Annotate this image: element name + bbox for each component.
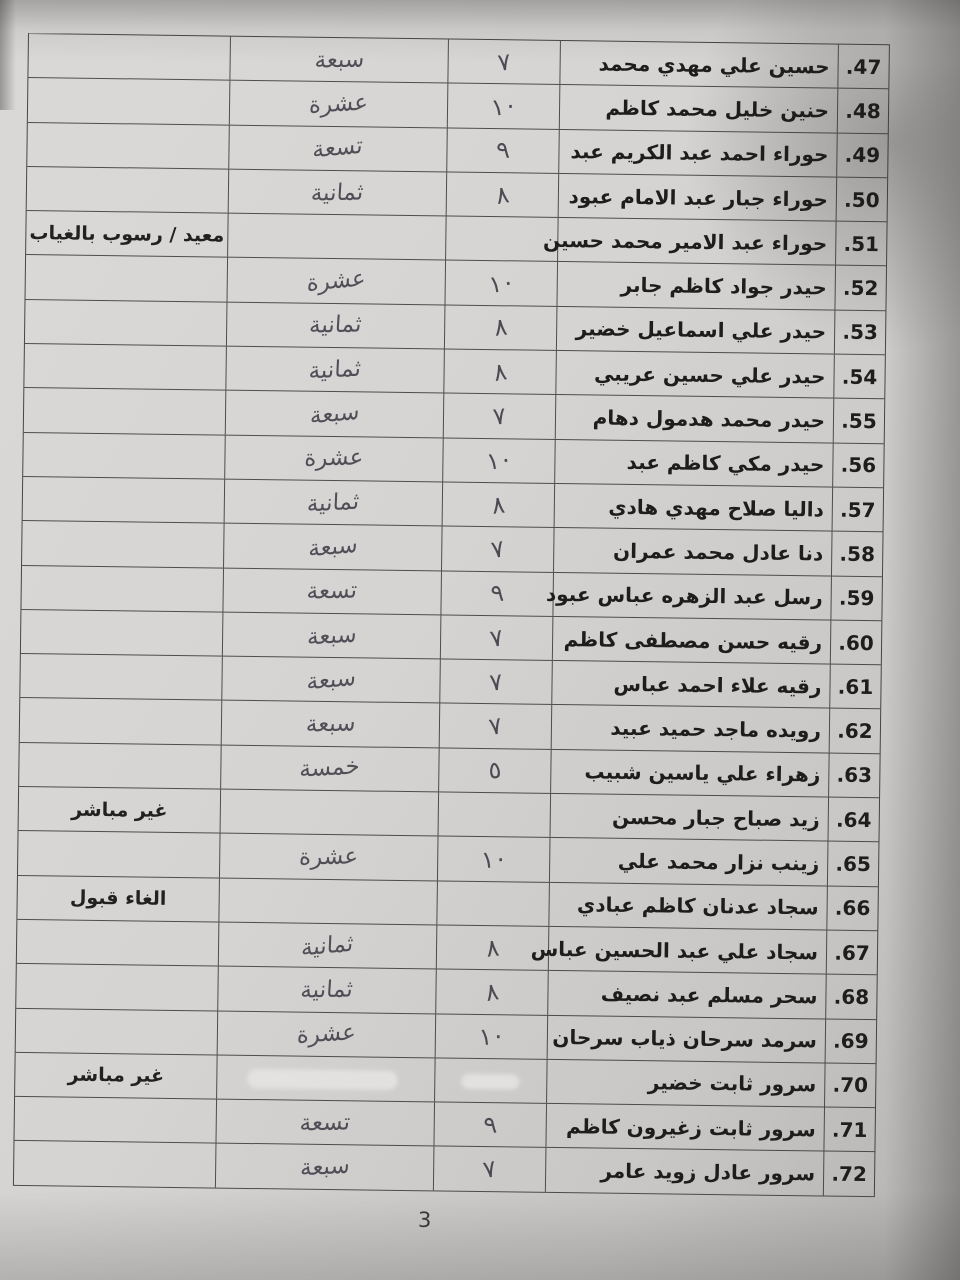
grade-digit-cell: [444, 350, 557, 395]
grade-digit-cell: [445, 305, 558, 350]
handwritten-grade-digit: ١٠: [488, 90, 519, 123]
student-name-text: سرور عادل زويد عامر: [600, 1158, 816, 1186]
grade-digit-cell: [441, 571, 554, 616]
row-number-cell: [835, 310, 886, 354]
student-name-cell: [557, 262, 836, 309]
student-name-text: دنا عادل محمد عمران: [612, 538, 824, 566]
student-name-text: حوراء احمد عبد الكريم عبد: [570, 139, 829, 167]
student-name-text: سجاد عدنان كاظم عبادي: [576, 892, 819, 920]
handwritten-grade-word: عشرة: [308, 89, 369, 119]
handwritten-grade-digit: ٧: [496, 47, 513, 77]
student-name-text: سرمد سرحان ذياب سرحان: [552, 1025, 818, 1053]
grade-digit-cell: [436, 1014, 549, 1059]
status-note-cell: [24, 344, 227, 390]
grade-digit-cell: [441, 615, 554, 660]
handwritten-grade-word: سبعة: [307, 531, 359, 563]
status-note-cell: [24, 388, 227, 434]
handwritten-grade-word: عشرة: [306, 265, 367, 297]
grade-digit-cell: [434, 1103, 547, 1148]
row-number-cell: [838, 45, 889, 89]
row-number-cell: [829, 753, 880, 797]
grade-words-cell: [218, 967, 437, 1013]
student-name-text: سجاد علي عبد الحسين عباس: [530, 936, 819, 964]
handwritten-grade-digit: ٩: [495, 135, 511, 166]
student-name-text: رويده ماجد حميد عبيد: [610, 715, 822, 743]
grade-digit-cell: [442, 527, 555, 572]
status-note-text: غير مباشر: [71, 798, 168, 822]
grade-words-cell: [223, 612, 442, 658]
row-number-text: 68.: [833, 984, 870, 1009]
handwritten-grade-digit: ٧: [481, 1154, 499, 1185]
grade-digit-cell: [436, 970, 549, 1015]
handwritten-grade-word: ثمانية: [308, 311, 363, 340]
row-number-cell: [828, 842, 879, 886]
grade-digit-cell: [446, 217, 559, 262]
student-name-cell: [530, 927, 828, 974]
student-name-cell: [551, 794, 830, 841]
row-number-cell: [827, 886, 878, 930]
grade-table: [13, 33, 890, 1197]
student-name-cell: [552, 661, 831, 708]
row-number-cell: [831, 620, 882, 664]
student-name-text: حيدر جواد كاظم جابر: [620, 272, 827, 300]
handwritten-grade-word: سبعة: [309, 398, 360, 430]
student-name-cell: [554, 528, 833, 575]
status-note-text: معيد / رسوب بالغياب: [29, 221, 225, 247]
grade-digit-cell: [438, 837, 551, 882]
handwritten-grade-digit: ٩: [482, 1110, 499, 1140]
student-name-cell: [548, 971, 827, 1018]
student-name-cell: [555, 484, 834, 531]
grade-digit-cell: [437, 881, 550, 926]
student-name-cell: [546, 1148, 825, 1195]
status-note-cell: [16, 964, 219, 1010]
student-name-text: سرور ثابت زغيرون كاظم: [565, 1113, 816, 1142]
row-number-text: 66.: [834, 895, 871, 921]
status-note-cell: [26, 255, 229, 301]
grade-digit-cell: [434, 1147, 547, 1192]
row-number-cell: [838, 89, 889, 133]
handwritten-grade-word: ثمانية: [308, 355, 362, 385]
grade-digit-cell: [443, 438, 556, 483]
student-name-cell: [560, 41, 839, 88]
row-number-text: 51.: [843, 231, 880, 256]
row-number-text: 62.: [837, 718, 873, 744]
row-number-text: 59.: [838, 585, 875, 611]
grade-words-cell: [228, 258, 447, 304]
row-number-cell: [837, 133, 888, 177]
handwritten-grade-word: سبعة: [299, 1152, 351, 1182]
status-note-cell: [21, 610, 224, 656]
status-note-cell: [15, 1053, 218, 1099]
grade-words-cell: [221, 790, 440, 836]
student-name-cell: [556, 351, 835, 398]
student-name-cell: [548, 1015, 827, 1062]
row-number-text: 58.: [839, 541, 876, 567]
row-number-text: 69.: [832, 1028, 869, 1054]
handwritten-grade-word: سبعة: [305, 664, 357, 696]
student-name-text: حوراء عبد الامير محمد حسين: [542, 227, 828, 256]
handwritten-grade-digit: ٧: [488, 667, 504, 697]
handwritten-grade-digit: ٧: [491, 401, 508, 431]
row-number-text: 53.: [842, 320, 879, 345]
row-number-cell: [825, 1063, 876, 1107]
grade-words-cell: [222, 701, 441, 747]
grade-words-cell: [218, 1011, 437, 1057]
row-number-text: 61.: [837, 674, 874, 699]
handwritten-grade-word: ثمانية: [299, 976, 355, 1004]
grade-words-cell: [226, 347, 445, 393]
row-number-text: 60.: [838, 630, 874, 655]
student-name-text: حيدر علي حسين عريبي: [593, 361, 826, 389]
handwritten-grade-digit: ٥: [486, 755, 503, 786]
grade-words-cell: [229, 170, 448, 216]
handwritten-grade-word: ثمانية: [310, 179, 365, 207]
student-name-text: حيدر محمد هدمول دهام: [592, 405, 826, 433]
status-note-cell: [23, 477, 226, 523]
grade-digit-cell: [448, 84, 561, 129]
row-number-cell: [832, 532, 883, 576]
grade-digit-cell: [445, 261, 558, 306]
status-note-cell: [28, 78, 231, 124]
handwritten-grade-word: ثمانية: [306, 488, 361, 518]
student-name-cell: [555, 440, 834, 487]
grade-digit-cell: [444, 394, 557, 439]
grade-words-cell: [226, 391, 445, 437]
handwritten-grade-digit: ٨: [490, 490, 507, 520]
handwritten-grade-digit: ٨: [493, 179, 512, 210]
row-number-text: 49.: [844, 142, 881, 168]
handwritten-grade-digit: ١٠: [477, 1021, 506, 1052]
student-name-cell: [546, 1104, 825, 1151]
grade-words-cell: [219, 878, 438, 924]
grade-words-cell: [216, 1100, 435, 1146]
handwritten-grade-digit: ١٠: [479, 843, 509, 875]
status-note-cell: [17, 876, 220, 922]
status-note-cell: [27, 167, 230, 213]
grade-digit-cell: [439, 748, 552, 793]
student-name-text: زينب نزار محمد علي: [617, 848, 820, 876]
grade-digit-cell: [440, 704, 553, 749]
handwritten-grade-digit: ٧: [488, 622, 506, 653]
student-name-text: داليا صلاح مهدي هادي: [608, 494, 824, 522]
grade-words-cell: [228, 214, 447, 260]
grade-words-cell: [220, 834, 439, 880]
handwritten-grade-word: تسعة: [312, 132, 364, 164]
status-note-cell: [28, 34, 231, 80]
status-note-cell: [21, 566, 224, 612]
handwritten-grade-word: عشرة: [298, 843, 360, 871]
grade-words-cell: [221, 745, 440, 791]
page-number: 3: [417, 1207, 432, 1233]
row-number-cell: [830, 665, 881, 709]
grade-words-cell: [219, 923, 438, 969]
status-note-cell: [23, 433, 226, 479]
student-name-cell: [557, 307, 836, 354]
row-number-cell: [826, 975, 877, 1019]
status-note-cell: [14, 1141, 217, 1187]
grade-words-cell: [225, 480, 444, 526]
row-number-cell: [834, 355, 885, 399]
grade-digit-cell: [447, 172, 560, 217]
handwritten-grade-word: خمسة: [299, 753, 361, 784]
row-number-cell: [837, 177, 888, 221]
handwritten-grade-word: سبعة: [313, 46, 365, 74]
row-number-text: 67.: [834, 940, 870, 965]
grade-words-cell: [227, 302, 446, 348]
row-number-cell: [826, 1019, 877, 1063]
grade-digit-cell: [435, 1058, 548, 1103]
row-number-cell: [830, 709, 881, 753]
student-name-text: حيدر علي اسماعيل خضير: [575, 316, 827, 344]
student-name-cell: [547, 1060, 826, 1107]
student-name-text: سحر مسلم عبد نصيف: [600, 981, 818, 1009]
row-number-text: 50.: [844, 187, 880, 212]
row-number-text: 63.: [836, 763, 873, 788]
row-number-cell: [836, 222, 887, 266]
status-note-text: الغاء قبول: [69, 886, 167, 911]
grade-words-cell: [222, 657, 441, 703]
handwritten-grade-digit: ٧: [489, 534, 507, 564]
grade-digit-cell: [448, 40, 561, 85]
handwritten-grade-word: سبعة: [306, 621, 358, 650]
student-name-text: رسل عبد الزهره عباس عبود: [545, 582, 823, 610]
row-number-text: 71.: [831, 1117, 868, 1142]
photo-corner-shadow: [0, 0, 16, 110]
status-note-cell: [15, 1097, 218, 1143]
handwritten-grade-word: عشرة: [296, 1019, 357, 1049]
status-note-cell: [16, 1008, 219, 1054]
handwritten-grade-digit: ٧: [486, 711, 505, 742]
row-number-text: 64.: [835, 807, 872, 832]
student-name-text: حنين خليل محمد كاظم: [605, 95, 830, 123]
grade-digit-cell: [440, 660, 553, 705]
row-number-text: 47.: [845, 54, 882, 79]
row-number-cell: [833, 443, 884, 487]
grade-digit-cell: [447, 128, 560, 173]
grade-digit-cell: [443, 482, 556, 527]
handwritten-grade-word: تسعة: [299, 1109, 352, 1137]
grade-digit-cell: [439, 792, 552, 837]
whiteout-mark: [461, 1074, 519, 1090]
student-name-cell: [556, 395, 835, 442]
grade-words-cell: [230, 37, 449, 83]
handwritten-grade-word: تسعة: [306, 577, 359, 605]
handwritten-grade-digit: ٨: [492, 313, 509, 343]
status-note-cell: [19, 743, 222, 789]
status-note-cell: [20, 654, 223, 700]
student-name-cell: [542, 218, 837, 265]
status-note-cell: [27, 123, 230, 169]
row-number-text: 70.: [832, 1073, 869, 1098]
student-name-text: زهراء علي ياسين شبيب: [584, 759, 821, 787]
student-name-cell: [553, 617, 832, 664]
student-name-cell: [550, 838, 829, 885]
row-number-cell: [834, 399, 885, 443]
row-number-text: 54.: [841, 364, 878, 389]
grade-words-cell: [223, 568, 442, 614]
row-number-cell: [824, 1108, 875, 1152]
student-name-cell: [551, 750, 830, 797]
row-number-cell: [827, 930, 878, 974]
student-name-text: حيدر مكي كاظم عبد: [626, 450, 825, 477]
handwritten-grade-digit: ١٠: [486, 267, 517, 300]
row-number-cell: [833, 488, 884, 532]
row-number-cell: [828, 798, 879, 842]
row-number-text: 48.: [845, 98, 881, 124]
student-name-text: رقيه علاء احمد عباس: [613, 671, 822, 699]
student-name-cell: [560, 85, 839, 132]
handwritten-grade-word: ثمانية: [300, 930, 355, 962]
grade-words-cell: [217, 1055, 436, 1101]
row-number-cell: [835, 266, 886, 310]
status-note-cell: [26, 211, 229, 257]
handwritten-grade-digit: ١٠: [483, 444, 514, 477]
handwritten-grade-digit: ٩: [489, 578, 506, 609]
status-note-cell: [19, 787, 222, 833]
row-number-text: 65.: [835, 851, 872, 877]
row-number-text: 57.: [839, 497, 876, 522]
grade-words-cell: [224, 524, 443, 570]
grade-words-cell: [229, 125, 448, 171]
grade-words-cell: [225, 435, 444, 481]
row-number-text: 72.: [831, 1161, 868, 1187]
student-name-text: حسين علي مهدي محمد: [598, 51, 830, 79]
student-name-cell: [552, 705, 831, 752]
row-number-text: 52.: [842, 275, 879, 301]
grade-words-cell: [216, 1144, 435, 1190]
student-name-text: رقيه حسن مصطفى كاظم: [563, 626, 823, 654]
status-note-cell: [17, 920, 220, 966]
student-name-text: زيد صباح جبار محسن: [611, 804, 820, 832]
handwritten-grade-digit: ٨: [483, 977, 501, 1007]
student-name-text: حوراء جبار عبد الامام عبود: [568, 183, 829, 212]
student-name-cell: [559, 130, 838, 177]
handwritten-grade-word: عشرة: [303, 444, 365, 473]
student-name-cell: [545, 572, 832, 619]
handwritten-grade-word: سبعة: [304, 710, 357, 738]
status-note-cell: [22, 521, 225, 567]
grade-words-cell: [230, 81, 449, 127]
student-name-cell: [559, 174, 838, 221]
whiteout-mark: [247, 1069, 397, 1090]
status-note-cell: [25, 300, 228, 346]
row-number-cell: [824, 1152, 875, 1196]
row-number-cell: [831, 576, 882, 620]
row-number-text: 55.: [841, 408, 877, 434]
status-note-text: غير مباشر: [67, 1064, 165, 1088]
student-name-text: سرور ثابت خضير: [647, 1070, 817, 1097]
status-note-cell: [20, 698, 223, 744]
handwritten-grade-digit: ٨: [491, 357, 509, 387]
row-number-text: 56.: [840, 452, 877, 478]
student-name-cell: [549, 883, 828, 930]
handwritten-grade-digit: ٨: [484, 933, 501, 963]
status-note-cell: [18, 831, 221, 877]
